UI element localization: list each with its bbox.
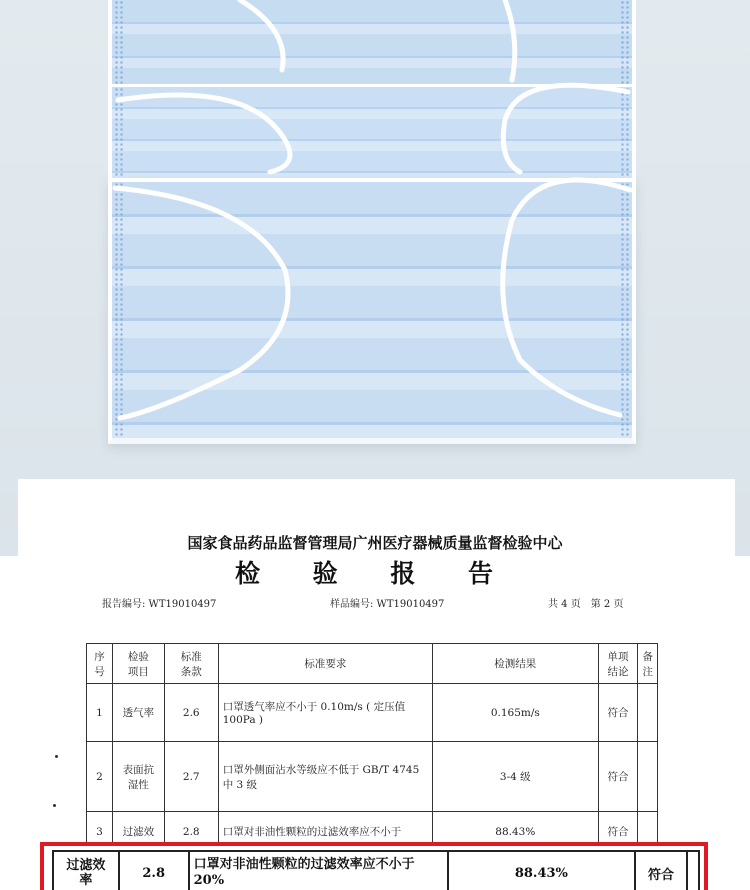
header-clause: 标准 条款 [164,644,218,684]
cell-note [638,684,658,742]
cell-verdict: 符合 [598,684,638,742]
cell-item: 透气率 [112,684,164,742]
header-note: 备 注 [638,644,658,684]
cell-verdict: 符合 [598,812,638,852]
sample-number: 样品编号: WT19010497 [330,599,445,610]
highlight-note [687,851,699,890]
cell-item: 表面抗 湿性 [112,742,164,812]
report-title: 检 验 报 告 [234,559,516,588]
header-verdict: 单项 结论 [598,644,638,684]
cell-seq: 2 [87,742,113,812]
cell-clause: 2.6 [164,684,218,742]
highlight-row [52,850,700,890]
table-row [87,742,658,812]
report-number: 报告编号: WT19010497 [102,599,217,610]
page-indicator: 共 4 页 第 2 页 [548,599,624,610]
issuing-organization: 国家食品药品监督管理局广州医疗器械质量监督检验中心 [187,534,563,552]
cell-requirement: 口罩对非油性颗粒的过滤效率应不小于 [218,812,432,852]
cell-requirement: 口罩外侧面沾水等级应不低于 GB/T 4745 中 3 级 [218,742,432,812]
cell-seq: 3 [87,812,113,852]
table-row [87,684,658,742]
table-header-row [87,644,658,684]
cell-item: 过滤效 [112,812,164,852]
cell-clause: 2.8 [164,812,218,852]
header-result: 检测结果 [433,644,599,684]
highlight-box [40,842,708,890]
highlight-requirement: 口罩对非油性颗粒的过滤效率应不小于 20% [189,851,448,890]
inspection-table [86,643,658,852]
cell-requirement: 口罩透气率应不小于 0.10m/s ( 定压值 100Pa ) [218,684,432,742]
highlight-item: 过滤效 率 [53,851,119,890]
cell-seq: 1 [87,684,113,742]
header-seq: 序 号 [87,644,113,684]
cell-result: 3-4 级 [433,742,599,812]
cell-clause: 2.7 [164,742,218,812]
cell-result: 88.43% [433,812,599,852]
header-item: 检验 项目 [112,644,164,684]
cell-verdict: 符合 [598,742,638,812]
cell-note [638,742,658,812]
highlight-clause: 2.8 [119,851,189,890]
cell-result: 0.165m/s [433,684,599,742]
highlight-result: 88.43% [448,851,635,890]
highlight-verdict: 符合 [635,851,687,890]
header-requirement: 标准要求 [218,644,432,684]
